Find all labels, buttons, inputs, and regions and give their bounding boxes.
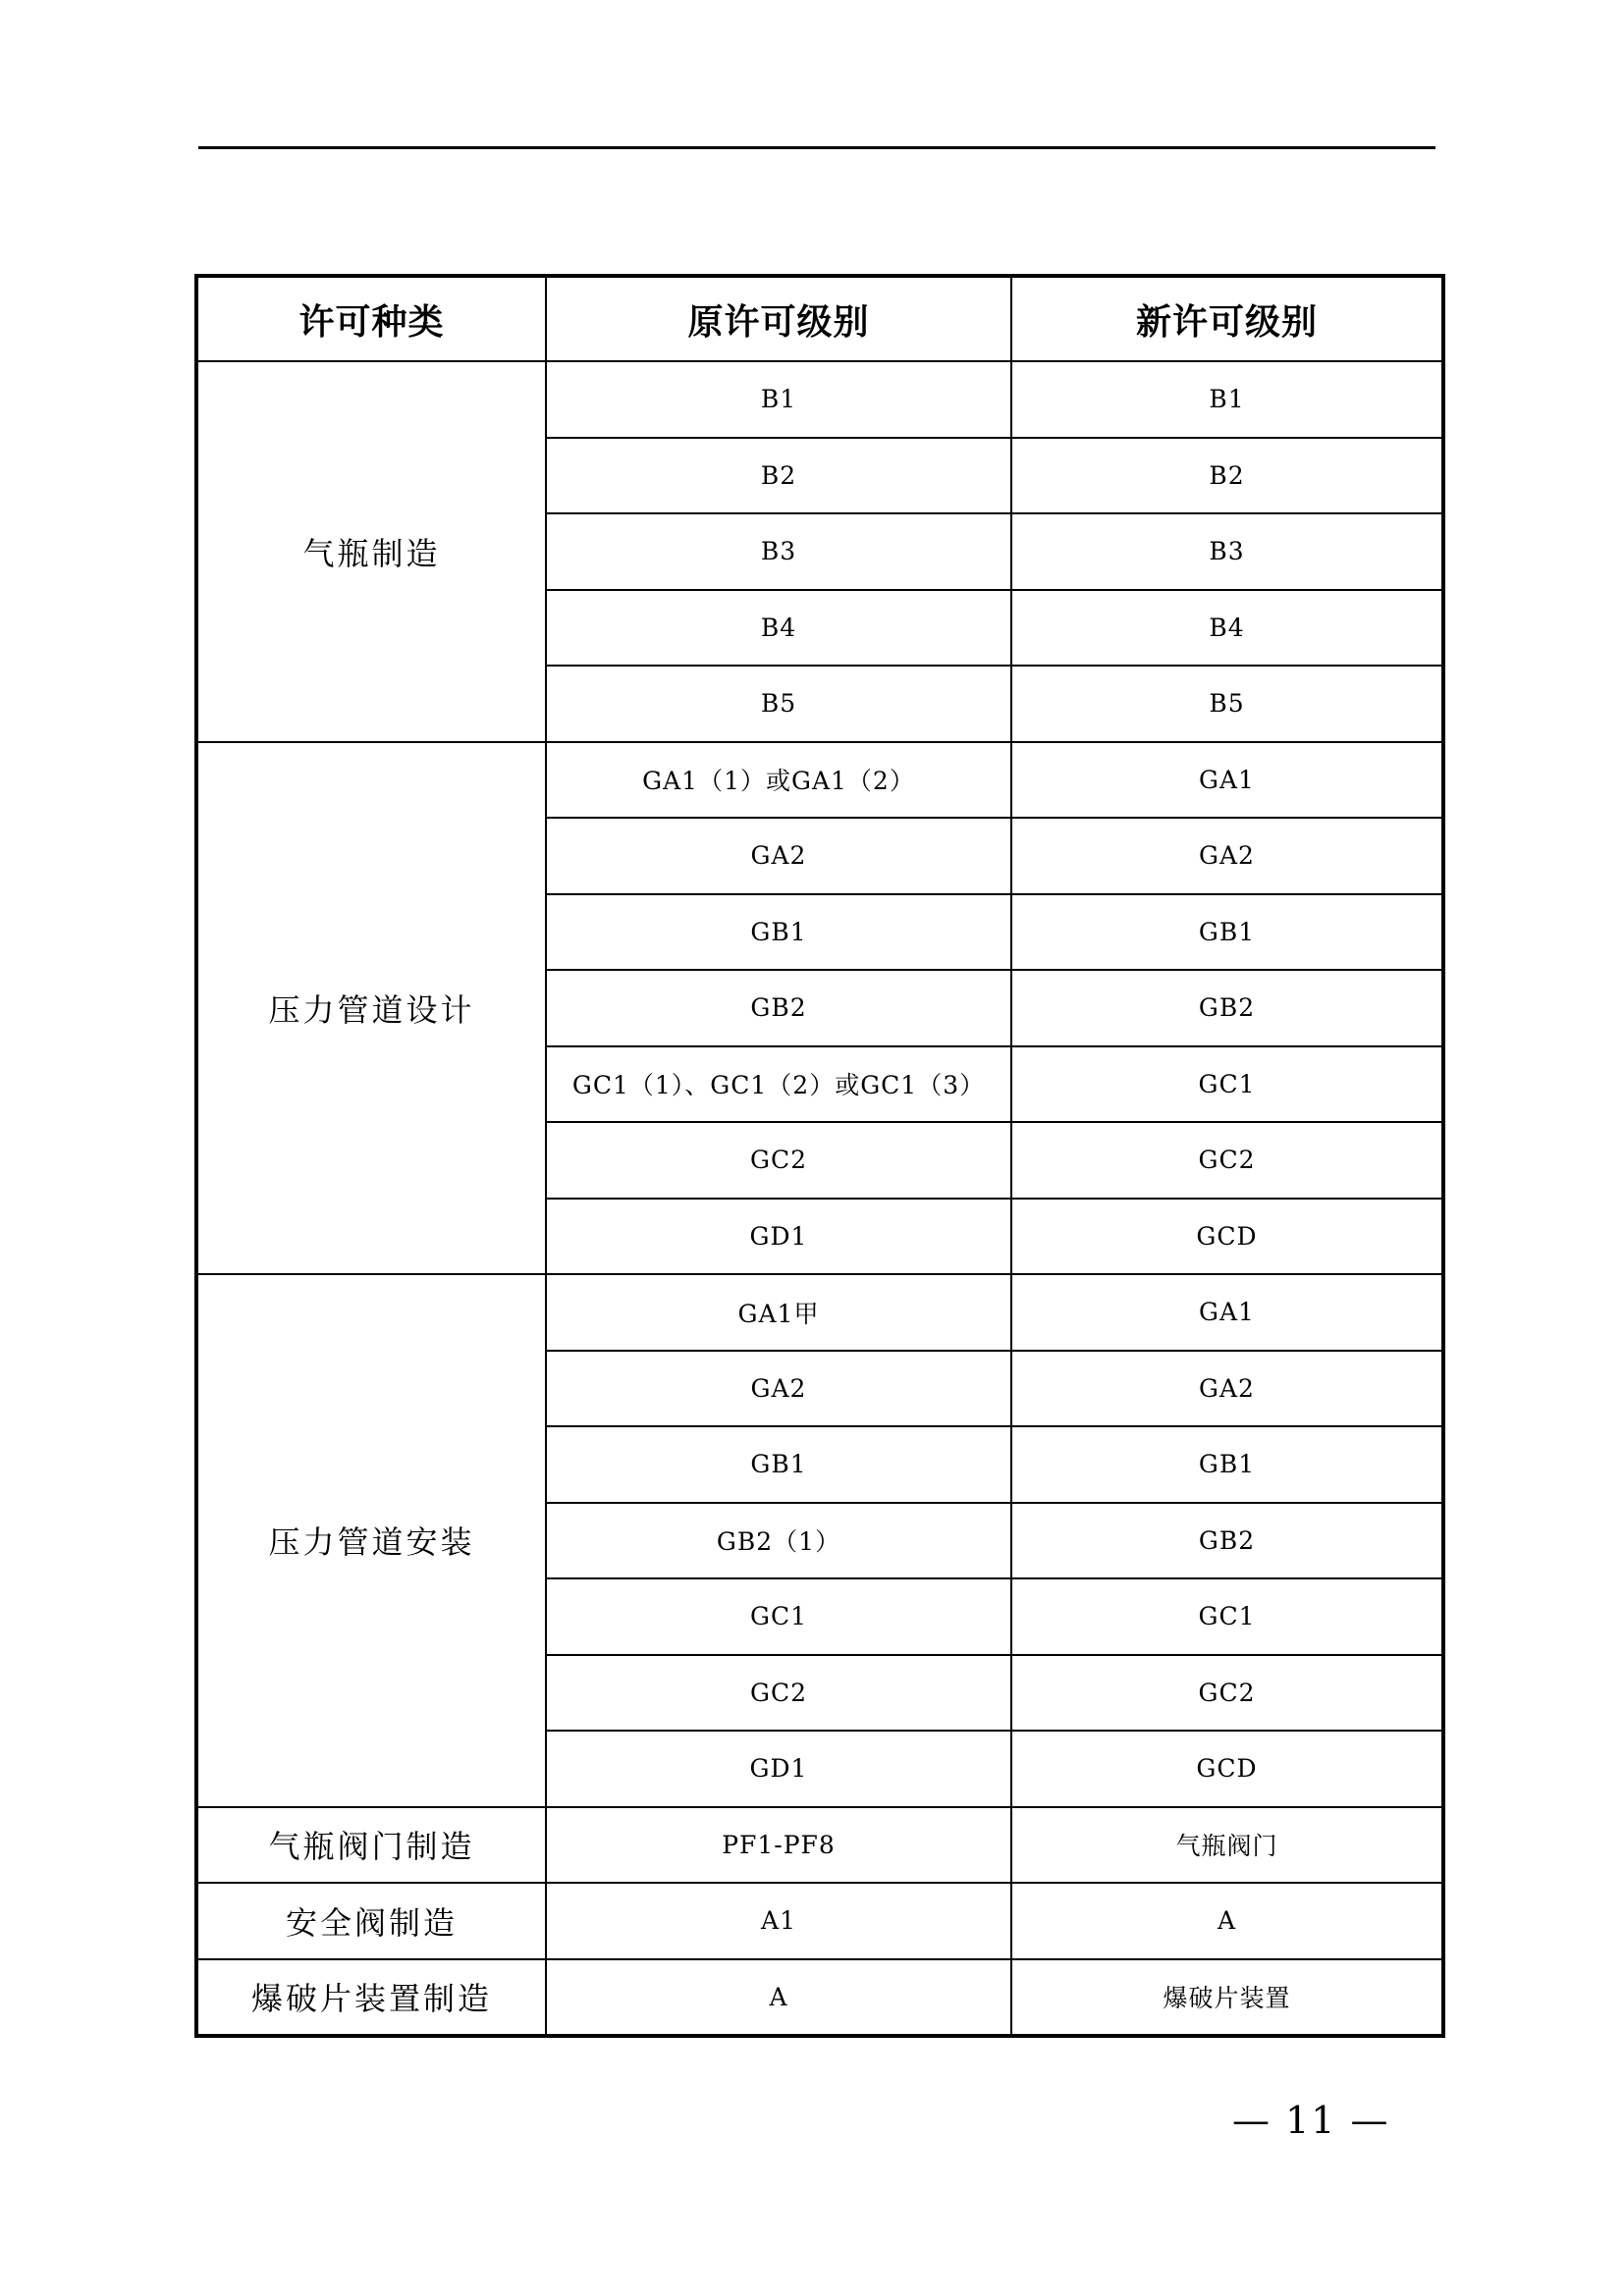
header-rule xyxy=(198,146,1435,149)
original-level-cell: GD1 xyxy=(546,1199,1011,1275)
original-level-cell: GB2（1） xyxy=(546,1503,1011,1579)
original-level-cell: GA1（1）或GA1（2） xyxy=(546,742,1011,819)
new-level-cell: B5 xyxy=(1011,666,1443,742)
page-number: — 11 — xyxy=(1232,2099,1390,2142)
permit-category-cell: 安全阀制造 xyxy=(196,1883,546,1959)
original-level-cell: PF1-PF8 xyxy=(546,1807,1011,1884)
original-level-cell: B2 xyxy=(546,438,1011,514)
new-level-cell: GB2 xyxy=(1011,970,1443,1046)
original-level-cell: GD1 xyxy=(546,1731,1011,1807)
table-row xyxy=(196,1807,1443,1884)
new-level-cell: GC2 xyxy=(1011,1655,1443,1732)
header-permit-type: 许可种类 xyxy=(196,276,546,361)
original-level-cell: GA2 xyxy=(546,1351,1011,1427)
table-row xyxy=(196,1883,1443,1959)
new-level-cell: GC2 xyxy=(1011,1122,1443,1199)
new-level-cell: B1 xyxy=(1011,361,1443,438)
original-level-cell: GC1（1）、GC1（2）或GC1（3） xyxy=(546,1046,1011,1123)
header-original-level: 原许可级别 xyxy=(546,276,1011,361)
table-row xyxy=(196,1274,1443,1351)
header-new-level: 新许可级别 xyxy=(1011,276,1443,361)
new-level-cell: GA1 xyxy=(1011,1274,1443,1351)
permit-category-cell: 压力管道安装 xyxy=(196,1274,546,1807)
new-level-cell: GCD xyxy=(1011,1731,1443,1807)
new-level-cell: 爆破片装置 xyxy=(1011,1959,1443,2037)
original-level-cell: B4 xyxy=(546,590,1011,667)
table-row xyxy=(196,1959,1443,2037)
new-level-cell: GA2 xyxy=(1011,818,1443,894)
permit-category-cell: 气瓶制造 xyxy=(196,361,546,742)
new-level-cell: GCD xyxy=(1011,1199,1443,1275)
new-level-cell: GC1 xyxy=(1011,1578,1443,1655)
original-level-cell: GB1 xyxy=(546,894,1011,971)
original-level-cell: B3 xyxy=(546,513,1011,590)
original-level-cell: B1 xyxy=(546,361,1011,438)
original-level-cell: GC1 xyxy=(546,1578,1011,1655)
new-level-cell: GA2 xyxy=(1011,1351,1443,1427)
table-body xyxy=(196,361,1443,2036)
table-row xyxy=(196,361,1443,438)
new-level-cell: GA1 xyxy=(1011,742,1443,819)
permit-category-cell: 气瓶阀门制造 xyxy=(196,1807,546,1884)
permit-category-cell: 压力管道设计 xyxy=(196,742,546,1275)
original-level-cell: B5 xyxy=(546,666,1011,742)
original-level-cell: GA1甲 xyxy=(546,1274,1011,1351)
new-level-cell: B4 xyxy=(1011,590,1443,667)
new-level-cell: GB2 xyxy=(1011,1503,1443,1579)
new-level-cell: GB1 xyxy=(1011,1426,1443,1503)
new-level-cell: GB1 xyxy=(1011,894,1443,971)
new-level-cell: B2 xyxy=(1011,438,1443,514)
original-level-cell: GC2 xyxy=(546,1655,1011,1732)
permit-level-table xyxy=(194,274,1445,2038)
permit-category-cell: 爆破片装置制造 xyxy=(196,1959,546,2037)
original-level-cell: GB1 xyxy=(546,1426,1011,1503)
original-level-cell: GB2 xyxy=(546,970,1011,1046)
new-level-cell: 气瓶阀门 xyxy=(1011,1807,1443,1884)
original-level-cell: GC2 xyxy=(546,1122,1011,1199)
table-row xyxy=(196,742,1443,819)
new-level-cell: A xyxy=(1011,1883,1443,1959)
new-level-cell: GC1 xyxy=(1011,1046,1443,1123)
table-header-row xyxy=(196,276,1443,361)
original-level-cell: GA2 xyxy=(546,818,1011,894)
original-level-cell: A1 xyxy=(546,1883,1011,1959)
new-level-cell: B3 xyxy=(1011,513,1443,590)
original-level-cell: A xyxy=(546,1959,1011,2037)
